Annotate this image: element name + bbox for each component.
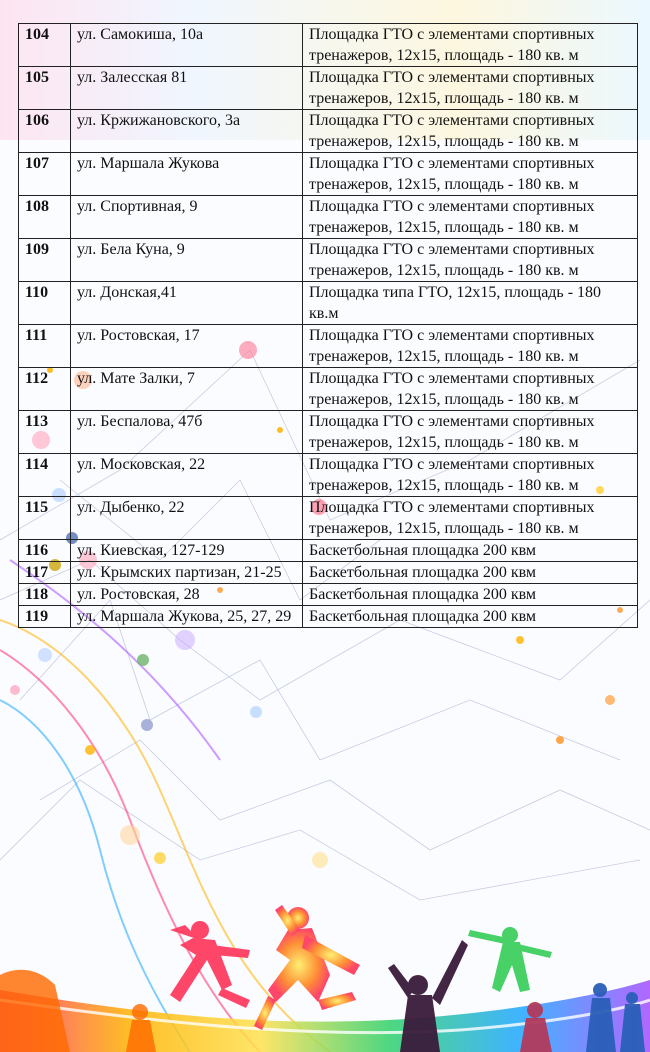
row-number-cell: 105 (19, 67, 71, 110)
row-number-cell: 119 (19, 606, 71, 628)
description-cell: Площадка ГТО с элементами спортивных тренажеров, 12х15, площадь - 180 кв. м (303, 110, 638, 153)
table-row (19, 606, 638, 628)
address-cell: ул. Мате Залки, 7 (71, 368, 303, 411)
table-row (19, 24, 638, 67)
row-number-cell: 110 (19, 282, 71, 325)
description-cell: Баскетбольная площадка 200 квм (303, 540, 638, 562)
description-cell: Площадка ГТО с элементами спортивных тренажеров, 12х15, площадь - 180 кв. м (303, 239, 638, 282)
description-cell: Площадка ГТО с элементами спортивных тренажеров, 12х15, площадь - 180 кв. м (303, 368, 638, 411)
description-cell: Площадка ГТО с элементами спортивных тренажеров, 12х15, площадь - 180 кв. м (303, 411, 638, 454)
table-row (19, 325, 638, 368)
address-cell: ул. Самокиша, 10а (71, 24, 303, 67)
row-number-cell: 107 (19, 153, 71, 196)
description-cell: Площадка ГТО с элементами спортивных тренажеров, 12х15, площадь - 180 кв. м (303, 325, 638, 368)
address-cell: ул. Маршала Жукова, 25, 27, 29 (71, 606, 303, 628)
table-row (19, 562, 638, 584)
address-cell: ул. Крымских партизан, 21-25 (71, 562, 303, 584)
description-cell: Баскетбольная площадка 200 квм (303, 584, 638, 606)
table-row (19, 239, 638, 282)
address-cell: ул. Бела Куна, 9 (71, 239, 303, 282)
row-number-cell: 108 (19, 196, 71, 239)
row-number-cell: 115 (19, 497, 71, 540)
description-cell: Площадка ГТО с элементами спортивных тренажеров, 12х15, площадь - 180 кв. м (303, 67, 638, 110)
sports-grounds-table (18, 23, 638, 628)
description-cell: Площадка типа ГТО, 12х15, площадь - 180 кв.м (303, 282, 638, 325)
description-cell: Площадка ГТО с элементами спортивных тренажеров, 12х15, площадь - 180 кв. м (303, 153, 638, 196)
row-number-cell: 117 (19, 562, 71, 584)
table-row (19, 67, 638, 110)
table-row (19, 368, 638, 411)
table-row (19, 454, 638, 497)
table-row (19, 497, 638, 540)
row-number-cell: 109 (19, 239, 71, 282)
row-number-cell: 114 (19, 454, 71, 497)
table-row (19, 282, 638, 325)
row-number-cell: 118 (19, 584, 71, 606)
address-cell: ул. Донская,41 (71, 282, 303, 325)
description-cell: Площадка ГТО с элементами спортивных тренажеров, 12х15, площадь - 180 кв. м (303, 24, 638, 67)
table-row (19, 584, 638, 606)
row-number-cell: 104 (19, 24, 71, 67)
address-cell: ул. Ростовская, 28 (71, 584, 303, 606)
sports-grounds-table-container (18, 23, 637, 628)
row-number-cell: 111 (19, 325, 71, 368)
address-cell: ул. Ростовская, 17 (71, 325, 303, 368)
address-cell: ул. Спортивная, 9 (71, 196, 303, 239)
description-cell: Баскетбольная площадка 200 квм (303, 606, 638, 628)
address-cell: ул. Киевская, 127-129 (71, 540, 303, 562)
address-cell: ул. Дыбенко, 22 (71, 497, 303, 540)
description-cell: Баскетбольная площадка 200 квм (303, 562, 638, 584)
address-cell: ул. Кржижановского, 3а (71, 110, 303, 153)
table-row (19, 196, 638, 239)
address-cell: ул. Маршала Жукова (71, 153, 303, 196)
description-cell: Площадка ГТО с элементами спортивных тренажеров, 12х15, площадь - 180 кв. м (303, 497, 638, 540)
table-row (19, 540, 638, 562)
row-number-cell: 112 (19, 368, 71, 411)
description-cell: Площадка ГТО с элементами спортивных тренажеров, 12х15, площадь - 180 кв. м (303, 196, 638, 239)
table-row (19, 411, 638, 454)
table-row (19, 153, 638, 196)
table-body (19, 24, 638, 628)
table-row (19, 110, 638, 153)
description-cell: Площадка ГТО с элементами спортивных тренажеров, 12х15, площадь - 180 кв. м (303, 454, 638, 497)
address-cell: ул. Московская, 22 (71, 454, 303, 497)
address-cell: ул. Залесская 81 (71, 67, 303, 110)
row-number-cell: 106 (19, 110, 71, 153)
address-cell: ул. Беспалова, 47б (71, 411, 303, 454)
row-number-cell: 113 (19, 411, 71, 454)
row-number-cell: 116 (19, 540, 71, 562)
